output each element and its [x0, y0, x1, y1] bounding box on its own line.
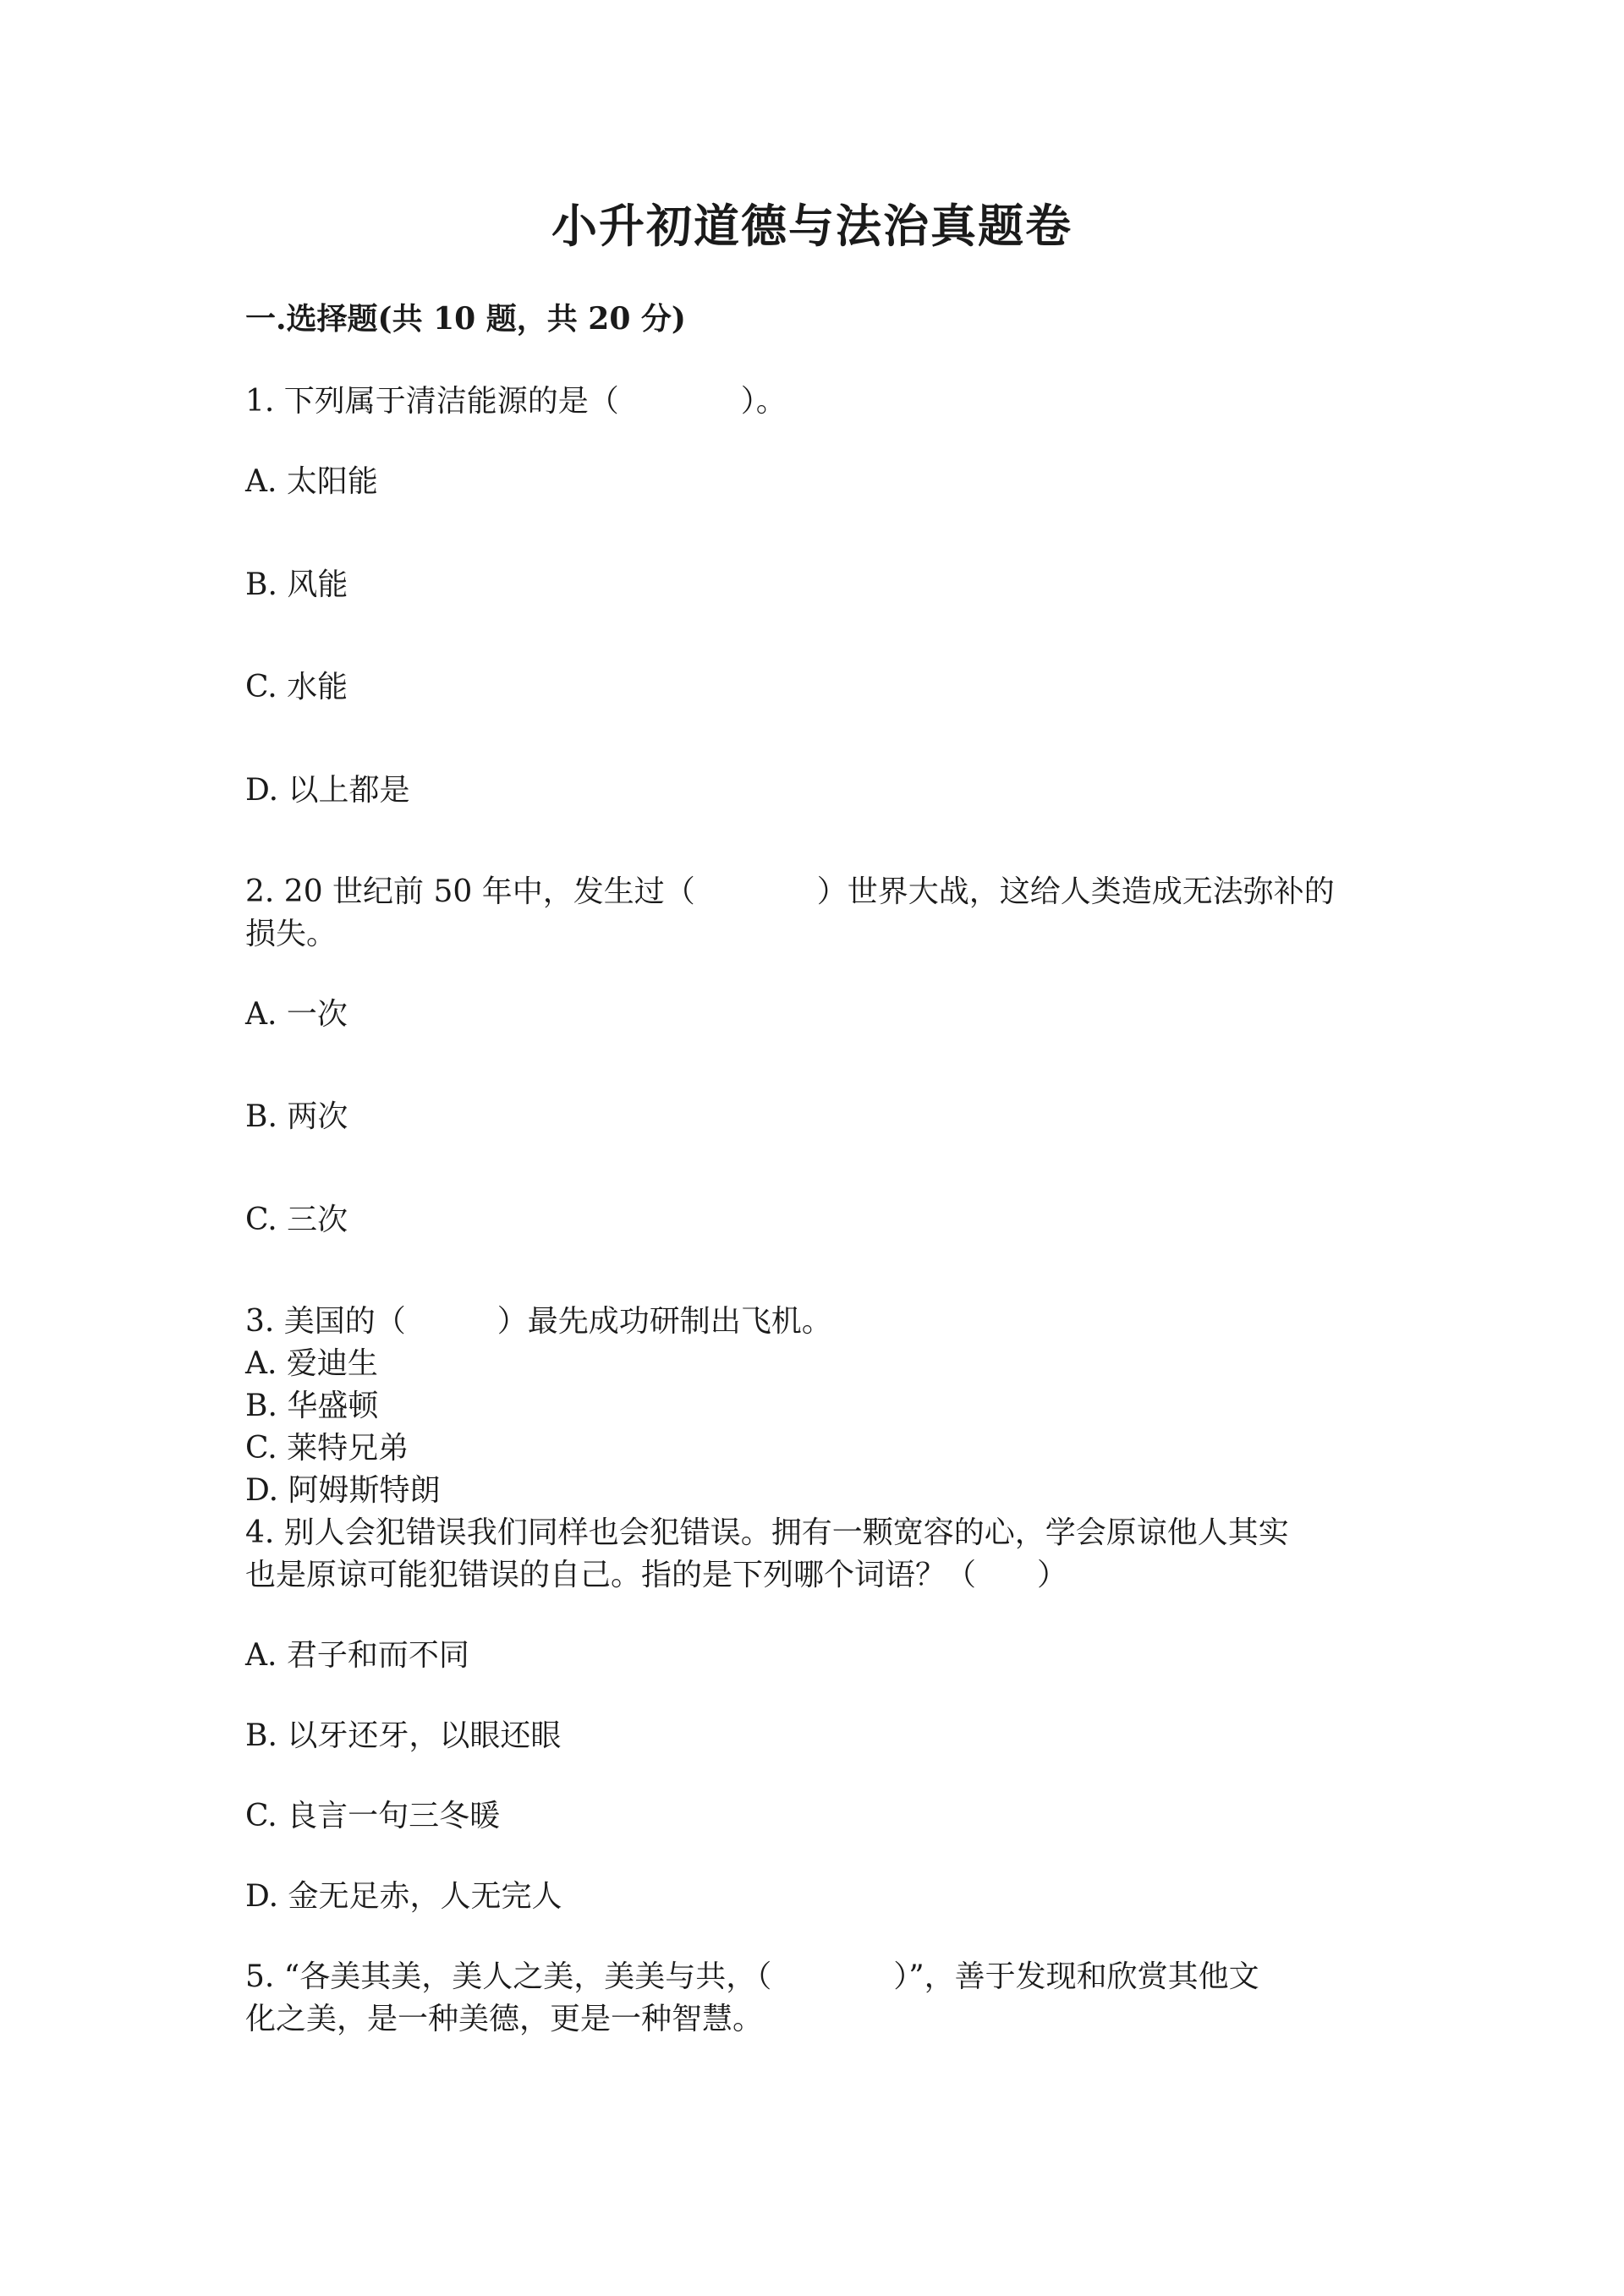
question-4-option-c: C. 良言一句三冬暖 [245, 1799, 501, 1833]
question-1-option-b: B. 风能 [245, 567, 348, 602]
question-4-stem-line-2: 也是原谅可能犯错误的自己。指的是下列哪个词语？（ ） [245, 1558, 1068, 1592]
question-2-stem-line-2: 损失。 [245, 917, 337, 951]
question-1-stem: 1. 下列属于清洁能源的是（ ）。 [245, 384, 787, 419]
question-4-option-a: A. 君子和而不同 [245, 1638, 469, 1673]
question-3-option-a: A. 爱迪生 [245, 1346, 378, 1381]
question-4-option-d: D. 金无足赤，人无完人 [245, 1879, 562, 1914]
question-2-option-c: C. 三次 [245, 1203, 348, 1237]
question-4-option-b: B. 以牙还牙，以眼还眼 [245, 1718, 562, 1753]
question-2-option-a: A. 一次 [245, 997, 348, 1032]
page-title: 小升初道德与法治真题卷 [551, 199, 1073, 253]
question-3-option-b: B. 华盛顿 [245, 1389, 379, 1423]
question-3-option-d: D. 阿姆斯特朗 [245, 1473, 441, 1508]
section-heading: 一.选择题(共 10 题，共 20 分) [245, 301, 686, 337]
question-5-stem-line-2: 化之美，是一种美德，更是一种智慧。 [245, 2002, 764, 2036]
question-2-stem-line-1: 2. 20 世纪前 50 年中，发生过（ ）世界大战，这给人类造成无法弥补的 [245, 874, 1335, 909]
question-1-option-a: A. 太阳能 [245, 464, 378, 499]
question-3-stem: 3. 美国的（ ）最先成功研制出飞机。 [245, 1304, 832, 1339]
question-1-option-d: D. 以上都是 [245, 773, 410, 808]
question-1-option-c: C. 水能 [245, 670, 348, 704]
question-5-stem-line-1: 5. “各美其美，美人之美，美美与共，（ ）”，善于发现和欣赏其他文 [245, 1959, 1259, 1994]
question-2-option-b: B. 两次 [245, 1099, 348, 1134]
question-3-option-c: C. 莱特兄弟 [245, 1431, 409, 1466]
question-4-stem-line-1: 4. 别人会犯错误我们同样也会犯错误。拥有一颗宽容的心，学会原谅他人其实 [245, 1515, 1289, 1550]
